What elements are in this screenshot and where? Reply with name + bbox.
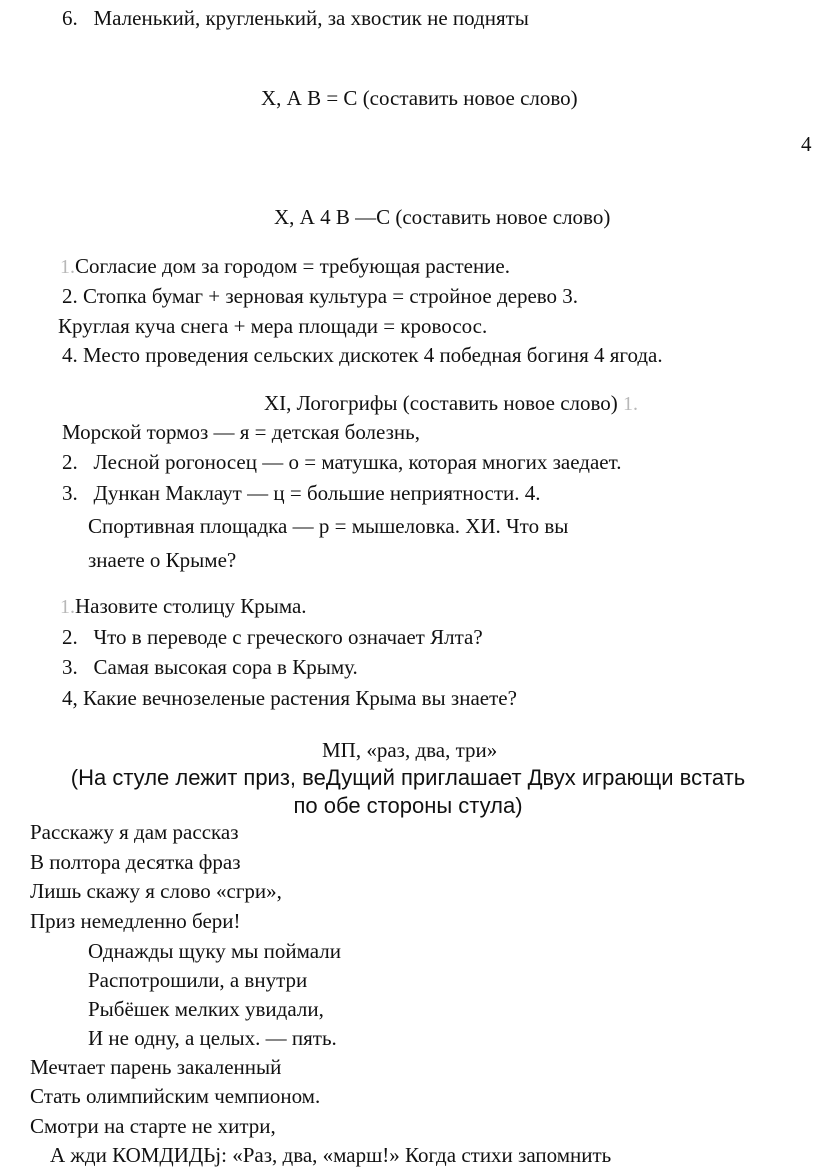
- riddle-6-number: 6.: [62, 6, 78, 30]
- crimea-item-2: [62, 625, 483, 650]
- page-number: 4: [801, 132, 812, 156]
- poem-line-7: Рыбёшек мелких увидали,: [88, 997, 324, 1021]
- section-xi-item-3-text: Дункан Маклаут — ц = большие неприятности. 4.: [93, 481, 541, 505]
- riddle-6: [62, 6, 529, 31]
- crimea-item-1-text: Назовите столицу Крыма.: [75, 594, 307, 618]
- crimea-item-3-text: Самая высокая сора в Крыму.: [93, 655, 358, 679]
- poem-line-3: Лишь скажу я слово «сгри»,: [30, 879, 282, 903]
- formula-line-2: Х, А 4 В —С (составить новое слово): [274, 205, 611, 229]
- section-xi-title-number: 1.: [623, 393, 639, 415]
- section-xi-item-2-text: Лесной рогоносец — о = матушка, которая многих заедает.: [93, 450, 622, 474]
- section-xi-title: [264, 391, 638, 416]
- poem-line-4: Приз немедленно бери!: [30, 909, 241, 933]
- section-xi-item-2-number: 2.: [62, 450, 78, 474]
- poem-line-10: Стать олимпийским чемпионом.: [30, 1084, 321, 1108]
- section-a-item-4: 4. Место проведения сельских дискотек 4 победная богиня 4 ягода.: [62, 343, 663, 367]
- game-title: МП, «раз, два, три»: [322, 738, 498, 762]
- section-a-item-2: 2. Стопка бумаг + зерновая культура = стройное дерево 3.: [62, 284, 579, 308]
- section-xi-item-3-continued-1: Спортивная площадка — р = мышеловка. ХИ. Что вы: [88, 514, 569, 538]
- game-note-line-1: (На стуле лежит приз, веДущий приглашает Двух играющи встать: [70, 765, 746, 790]
- poem-line-1: Расскажу я дам рассказ: [30, 820, 239, 844]
- section-a-item-1: [60, 254, 510, 279]
- section-xi-title-text: XI, Логогрифы (составить новое слово): [264, 391, 618, 415]
- section-xi-item-2: [62, 450, 621, 475]
- poem-line-11: Смотри на старте не хитри,: [30, 1114, 276, 1138]
- section-a-item-3: Круглая куча снега + мера площади = кровосос.: [58, 314, 488, 338]
- poem-line-9: Мечтает парень закаленный: [30, 1055, 282, 1079]
- crimea-item-4: 4, Какие вечнозеленые растения Крыма вы знаете?: [62, 686, 517, 710]
- crimea-item-1-number: 1.: [60, 596, 75, 618]
- poem-line-5: Однажды щуку мы поймали: [88, 939, 342, 963]
- section-xi-item-3-continued-2: знаете о Крыме?: [88, 548, 237, 572]
- poem-line-8: И не одну, а целых. — пять.: [88, 1026, 337, 1050]
- riddle-6-text: Маленький, кругленький, за хвостик не подняты: [93, 6, 529, 30]
- crimea-item-2-text: Что в переводе с греческого означает Ялта?: [93, 625, 483, 649]
- crimea-item-3: [62, 655, 358, 680]
- section-a-item-1-text: Согласие дом за городом = требующая растение.: [75, 254, 510, 278]
- poem-line-12: А жди КОМДИДЬj: «Раз, два, «марш!» Когда стихи запомнить: [50, 1143, 612, 1167]
- crimea-item-2-number: 2.: [62, 625, 78, 649]
- section-a-item-1-number: 1.: [60, 256, 75, 278]
- crimea-item-1: [60, 594, 307, 619]
- crimea-item-3-number: 3.: [62, 655, 78, 679]
- section-xi-item-3-number: 3.: [62, 481, 78, 505]
- formula-line-1: Х, А В = С (составить новое слово): [261, 86, 578, 110]
- poem-line-6: Распотрошили, а внутри: [88, 968, 308, 992]
- poem-line-2: В полтора десятка фраз: [30, 850, 241, 874]
- game-note-line-2: по обе стороны стула): [293, 793, 523, 818]
- section-xi-item-1: Морской тормоз — я = детская болезнь,: [62, 420, 420, 444]
- section-xi-item-3: [62, 481, 541, 506]
